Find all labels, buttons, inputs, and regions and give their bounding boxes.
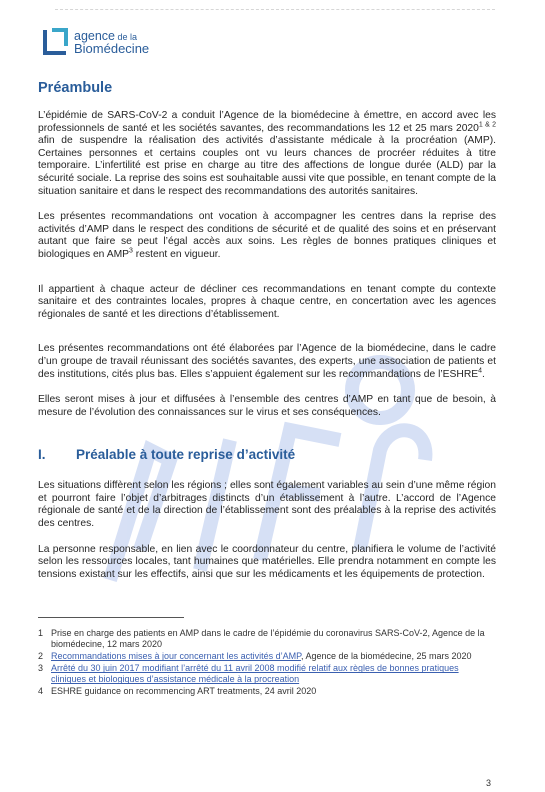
- document-page: [38, 80, 496, 698]
- paragraph-1: [38, 110, 496, 198]
- footnote-2: [38, 651, 496, 662]
- section-1-title: Préalable à toute reprise d’activité: [76, 447, 296, 463]
- logo-line1: agence: [74, 28, 116, 43]
- footnote-number: 4: [38, 686, 44, 697]
- paragraph-4-text-b: .: [482, 368, 485, 380]
- paragraph-3: Il appartient à chaque acteur de décliner ces recommandations en tenant compte du contexte sanitaire et des contraintes locales, propres à chaque centre, en concertation avec les agences régionales de santé et les directions d’établissement.: [38, 283, 496, 320]
- paragraph-2: [38, 211, 496, 261]
- footnote-link[interactable]: Recommandations mises à jour concernant les activités d’AMP: [51, 651, 301, 662]
- preamble-title: Préambule: [38, 80, 113, 96]
- paragraph-5: Elles seront mises à jour et diffusées à l’ensemble des centres d’AMP en tant que de besoin, à mesure de l’évolution des connaissances sur le virus et ses conséquences.: [38, 394, 496, 418]
- section-1-paragraph-2: La personne responsable, en lien avec le coordonnateur du centre, planifiera le volume de l’activité selon les ressources locales, tant humaines que matérielles. Elle prendra notamment en compte les tensions existant sur les effectifs, ainsi que sur les médicaments et les équipements de protection.: [38, 543, 496, 580]
- paragraph-4-text-a: Les présentes recommandations ont été élaborées par l’Agence de la biomédecine, dans le cadre d’un groupe de travail réunissant des sociétés savantes, des experts, une association de patients et des institutions, cités plus bas. Elles s’appuient également sur les recommandations de l’ESHRE: [38, 343, 496, 380]
- section-1-number: I.: [38, 447, 46, 463]
- footnote-text: ESHRE guidance on recommencing ART treatments, 24 avril 2020: [51, 686, 317, 697]
- footnote-number: 1: [38, 628, 44, 639]
- footnote-number: 3: [38, 663, 44, 674]
- paragraph-4: [38, 343, 496, 381]
- footnote-separator: [38, 617, 184, 618]
- footnote-ref-4: 4: [478, 367, 483, 375]
- footnote-number: 2: [38, 651, 44, 662]
- logo-line1-small: de la: [115, 31, 138, 42]
- paragraph-1-text-b: afin de suspendre la réalisation des activités d’assistante médicale à la procréation (AMP). Certaines personnes et certains couples ont vu leurs chances de procréer réduites à titre temporaire. L’infertilité est prise en charge au titre des affections de longue durée (ALD) par la sécurité sociale. La reprise des soins est souhaitable aussi vite que possible, en tenant compte de la situation sanitaire et dans le respect des recommandations des autorités sanitaires.: [38, 135, 496, 197]
- scan-artifact-line: [55, 9, 495, 11]
- logo-line2: Biomédecine: [74, 40, 150, 56]
- agence-biomedecine-logo: [42, 28, 149, 56]
- section-1-paragraph-1: Les situations diffèrent selon les régions ; elles sont également variables au sein d’une même région et pourront faire l’objet d’arbitrages distincts d’un établissement à l’autre. L’accord de l’Agence régionale de santé et de la direction de l’établissement sont des préalables à la reprise des activités des centres.: [38, 480, 496, 530]
- footnote-4: [38, 686, 496, 697]
- footnote-ref-1-2: 1 & 2: [478, 121, 496, 129]
- footnote-ref-3: 3: [129, 247, 133, 255]
- footnote-text: , Agence de la biomédecine, 25 mars 2020: [300, 651, 472, 662]
- paragraph-1-text-a: L’épidémie de SARS-CoV-2 a conduit l’Agence de la biomédecine à émettre, en accord avec les professionnels de santé et les sociétés savantes, des recommandations les 12 et 25 mars 2020: [38, 110, 496, 134]
- footnote-3: [38, 663, 496, 685]
- footnote-1: [38, 628, 496, 650]
- footnote-text: Prise en charge des patients en AMP dans le cadre de l’épidémie du coronavirus SARS-CoV-2, Agence de la biomédecine, 12 mars 2020: [51, 628, 485, 650]
- footnote-link[interactable]: Arrêté du 30 juin 2017 modifiant l’arrêté du 11 avril 2008 modifié relatif aux règles de bonnes pratiques cliniques et biologiques d’assistance médicale à la procreation: [51, 663, 459, 685]
- section-1-heading: [38, 447, 496, 462]
- paragraph-2-text-b: restent en vigueur.: [132, 248, 221, 260]
- logo-bracket-icon: [42, 28, 69, 56]
- page-number: 3: [486, 778, 492, 788]
- paragraph-2-text-a: Les présentes recommandations ont vocation à accompagner les centres dans la reprise des activités d’AMP dans le respect des conditions de sécurité et de qualité des soins et en préservant autant que faire se peut l’égal accès aux soins. Les règles de bonnes pratiques cliniques et biologiques en AMP: [38, 211, 496, 260]
